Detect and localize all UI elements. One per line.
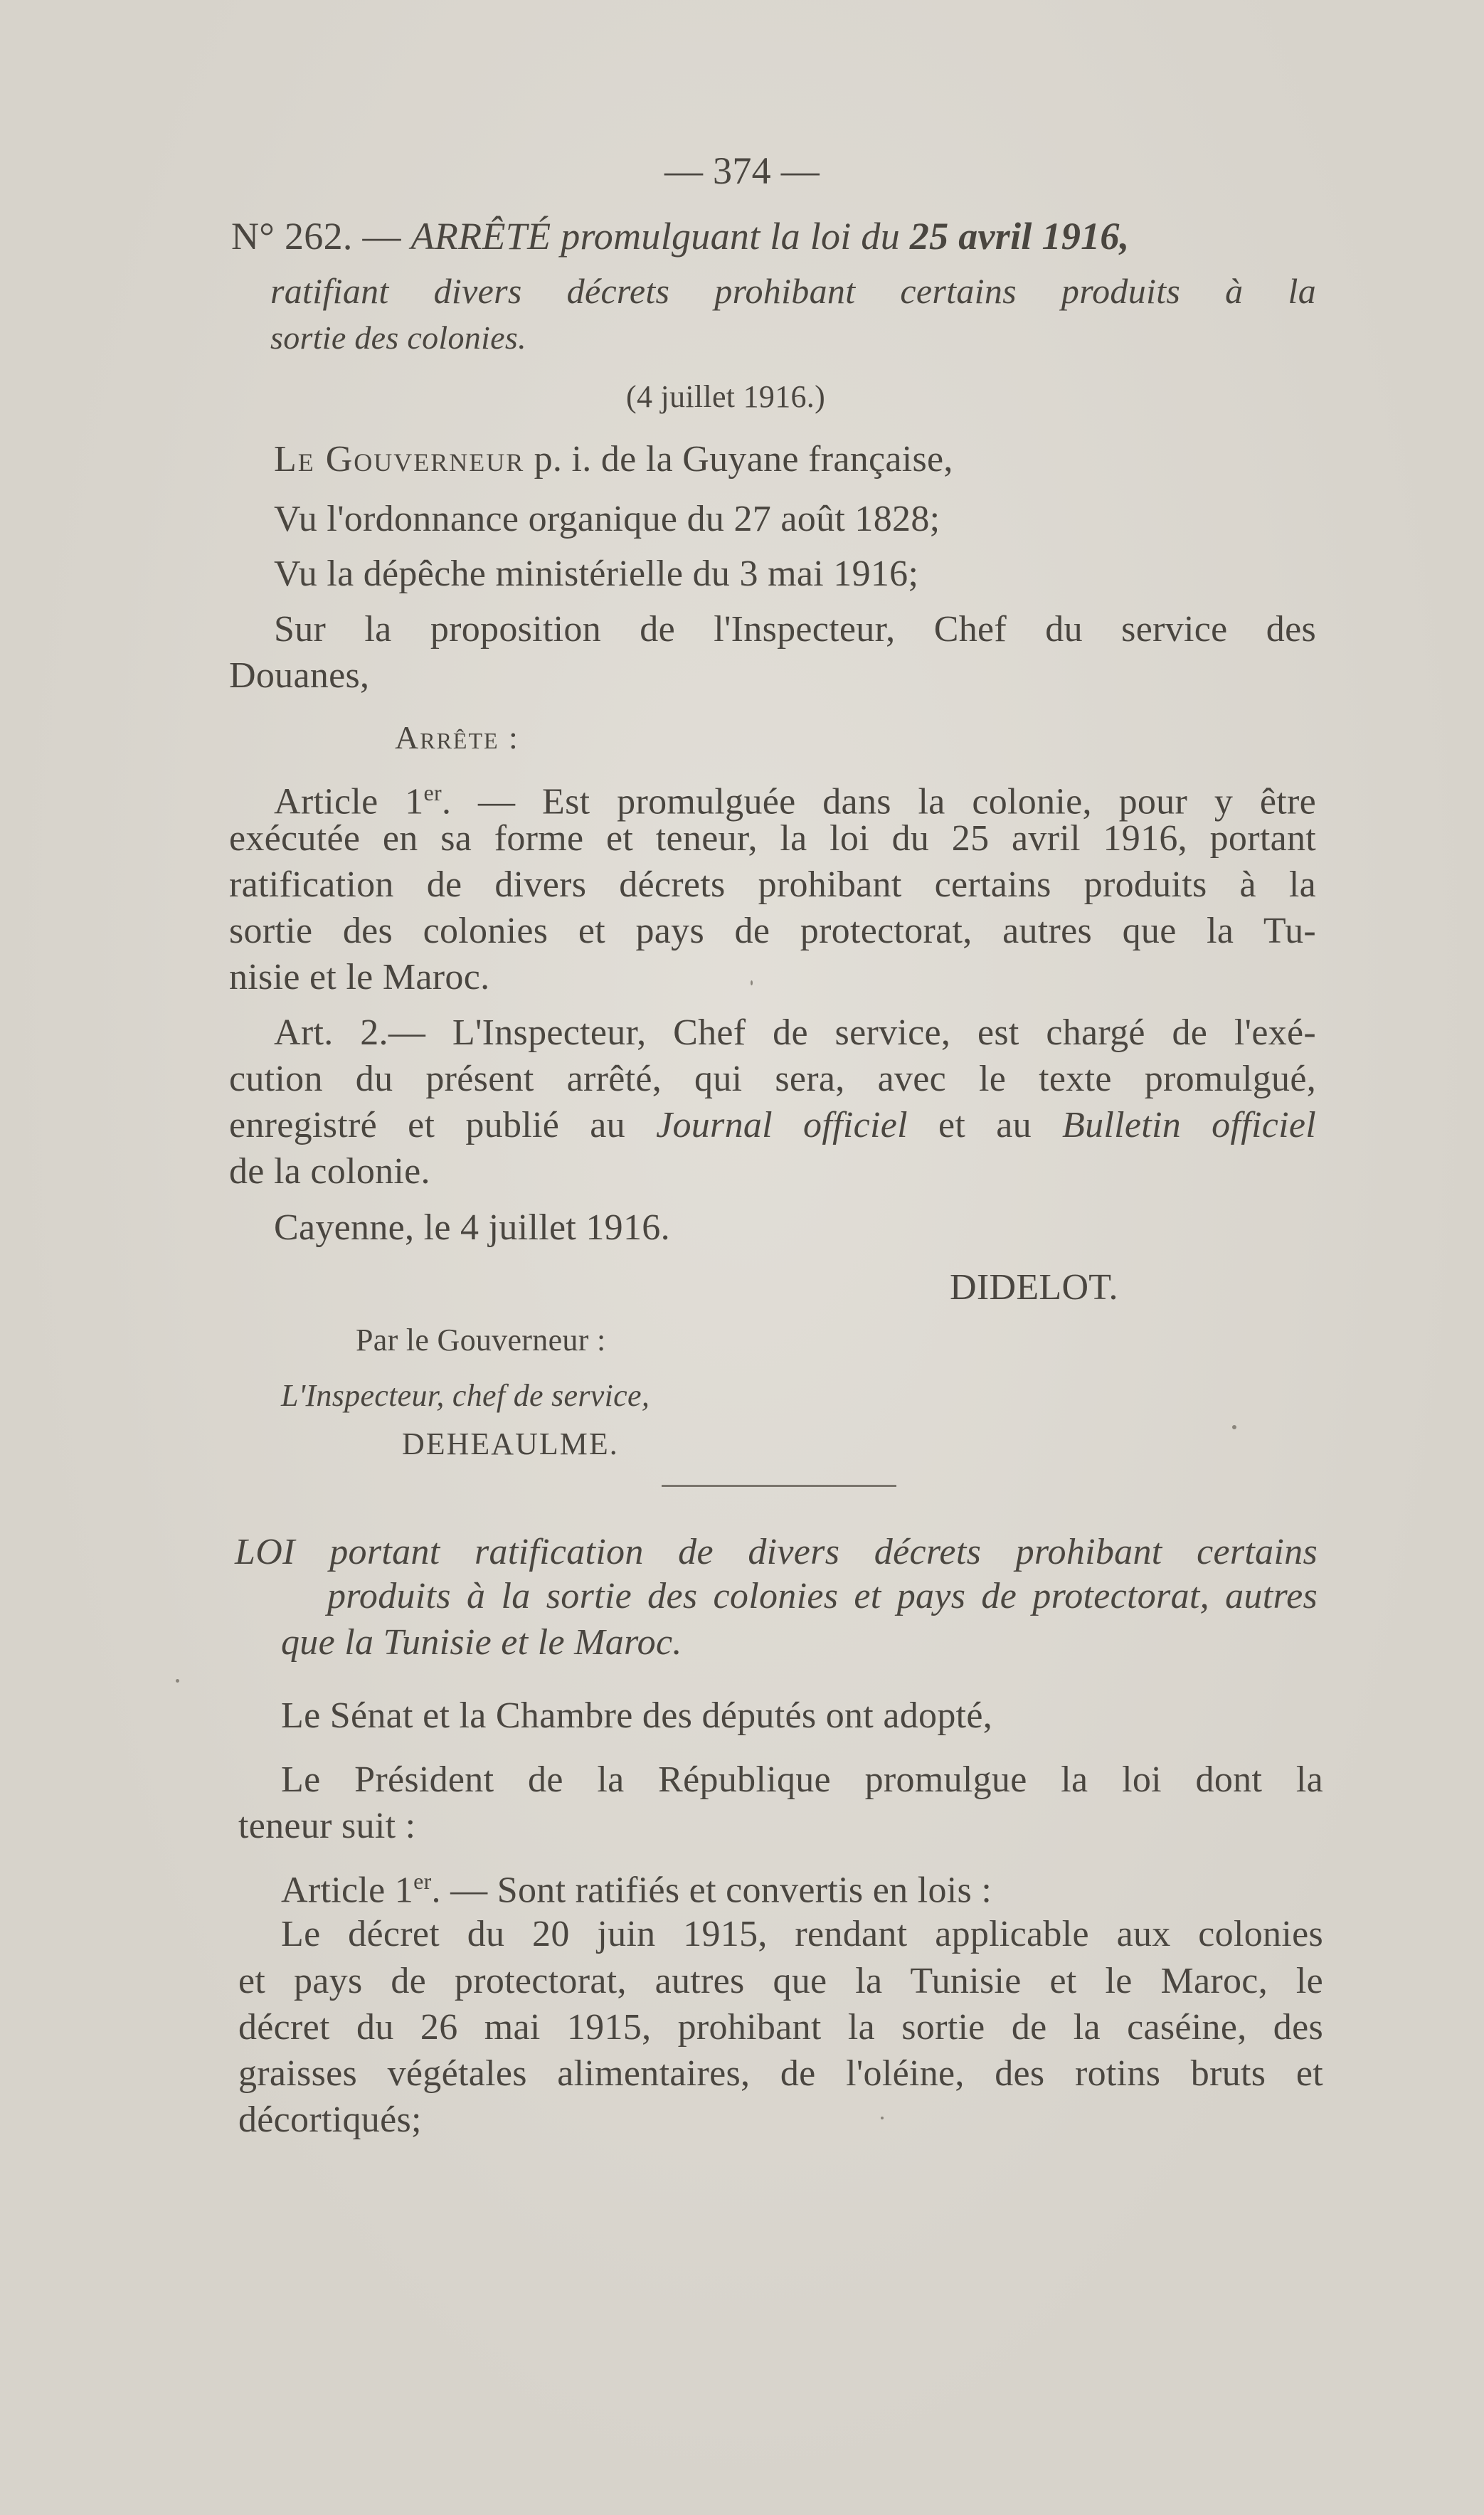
art2-line1: Art. 2.— L'Inspecteur, Chef de service, est chargé de l'exé-	[274, 1012, 1316, 1053]
loi-art1-rest: . — Sont ratifiés et convertis en lois :	[431, 1870, 992, 1911]
decree-heading-line1	[231, 213, 1130, 259]
art1-line2: exécutée en sa forme et teneur, la loi du 25 avril 1916, portant	[229, 818, 1316, 859]
par-le-gouverneur: Par le Gouverneur :	[356, 1323, 606, 1357]
loi-heading-line2: produits à la sortie des colonies et pays de protectorat, autres	[327, 1576, 1318, 1616]
art1-line5: nisie et le Maroc.	[229, 957, 490, 997]
loi-heading-line3: que la Tunisie et le Maroc.	[281, 1622, 682, 1663]
art2-line3-mid: et au	[938, 1105, 1032, 1145]
arrete-heading: Arrête :	[395, 719, 519, 756]
art1-sup: er	[423, 780, 442, 805]
visa-proposition-line1: Sur la proposition de l'Inspecteur, Chef du service des	[274, 609, 1316, 650]
loi-decret-line3: décret du 26 mai 1915, prohibant la sortie de la caséine, des	[238, 2007, 1323, 2048]
decree-number: N° 262. —	[231, 215, 401, 258]
art1-label: Article 1	[274, 781, 424, 822]
loi-art1-sup: er	[413, 1868, 432, 1894]
governor-line	[274, 437, 953, 482]
loi-heading-line1	[235, 1530, 1318, 1575]
paper-speck	[881, 2117, 884, 2119]
art1-rest: . — Est promulguée dans la colonie, pour y être	[441, 781, 1316, 822]
governor-label: Le Gouverneur	[274, 439, 525, 480]
art1-line4: sortie des colonies et pays de protectorat, autres que la Tu-	[229, 911, 1316, 951]
loi-decret-line4: graisses végétales alimentaires, de l'oléine, des rotins bruts et	[238, 2053, 1323, 2094]
bulletin-officiel: Bulletin officiel	[1062, 1105, 1316, 1145]
paper-speck	[176, 1679, 179, 1683]
journal-officiel: Journal officiel	[656, 1105, 908, 1145]
section-divider	[662, 1485, 896, 1487]
signature-didelot: DIDELOT.	[950, 1267, 1118, 1308]
page-number: — 374 —	[664, 149, 820, 192]
art2-line3	[229, 1103, 1316, 1148]
loi-decret-line1: Le décret du 20 juin 1915, rendant applicable aux colonies	[281, 1914, 1323, 1954]
loi-decret-line2: et pays de protectorat, autres que la Tunisie et le Maroc, le	[238, 1961, 1323, 2001]
paper-speck	[1232, 1425, 1236, 1429]
loi-title-rest: portant ratification de divers décrets prohibant certains	[329, 1532, 1318, 1572]
visa-depeche: Vu la dépêche ministérielle du 3 mai 1916;	[274, 554, 919, 594]
art1-line3: ratification de divers décrets prohibant certains produits à la	[229, 864, 1316, 905]
visa-proposition-line2: Douanes,	[229, 655, 370, 696]
loi-adoption: Le Sénat et la Chambre des députés ont adopté,	[281, 1695, 993, 1736]
decree-title-word: ARRÊTÉ	[410, 215, 551, 258]
decree-date: (4 juillet 1916.)	[626, 379, 826, 414]
decree-title-date: 25 avril 1916,	[909, 215, 1130, 258]
art2-line4: de la colonie.	[229, 1151, 430, 1192]
loi-president-line1: Le Président de la République promulgue la loi dont la	[281, 1759, 1323, 1800]
decree-heading-line2: ratifiant divers décrets prohibant certains produits à la	[270, 271, 1316, 311]
loi-decret-line5: décortiqués;	[238, 2100, 422, 2140]
governor-rest: p. i. de la Guyane française,	[534, 439, 953, 480]
loi-art1-heading	[281, 1858, 992, 1913]
decree-heading-line3: sortie des colonies.	[270, 319, 526, 356]
countersign-title: L'Inspecteur, chef de service,	[281, 1378, 650, 1413]
art2-line3-start: enregistré et publié au	[229, 1105, 625, 1145]
visa-ordonnance: Vu l'ordonnance organique du 27 août 1828;	[274, 499, 940, 539]
place-date: Cayenne, le 4 juillet 1916.	[274, 1207, 670, 1248]
loi-president-line2: teneur suit :	[238, 1806, 416, 1846]
countersign-name: DEHEAULME.	[402, 1426, 619, 1461]
art2-line2: cution du présent arrêté, qui sera, avec le texte promulgué,	[229, 1059, 1316, 1099]
loi-art1-label: Article 1	[281, 1870, 414, 1911]
paper-speck	[751, 980, 753, 985]
decree-title-rest: promulguant la loi du	[561, 215, 901, 258]
loi-title-word: LOI	[235, 1532, 295, 1572]
